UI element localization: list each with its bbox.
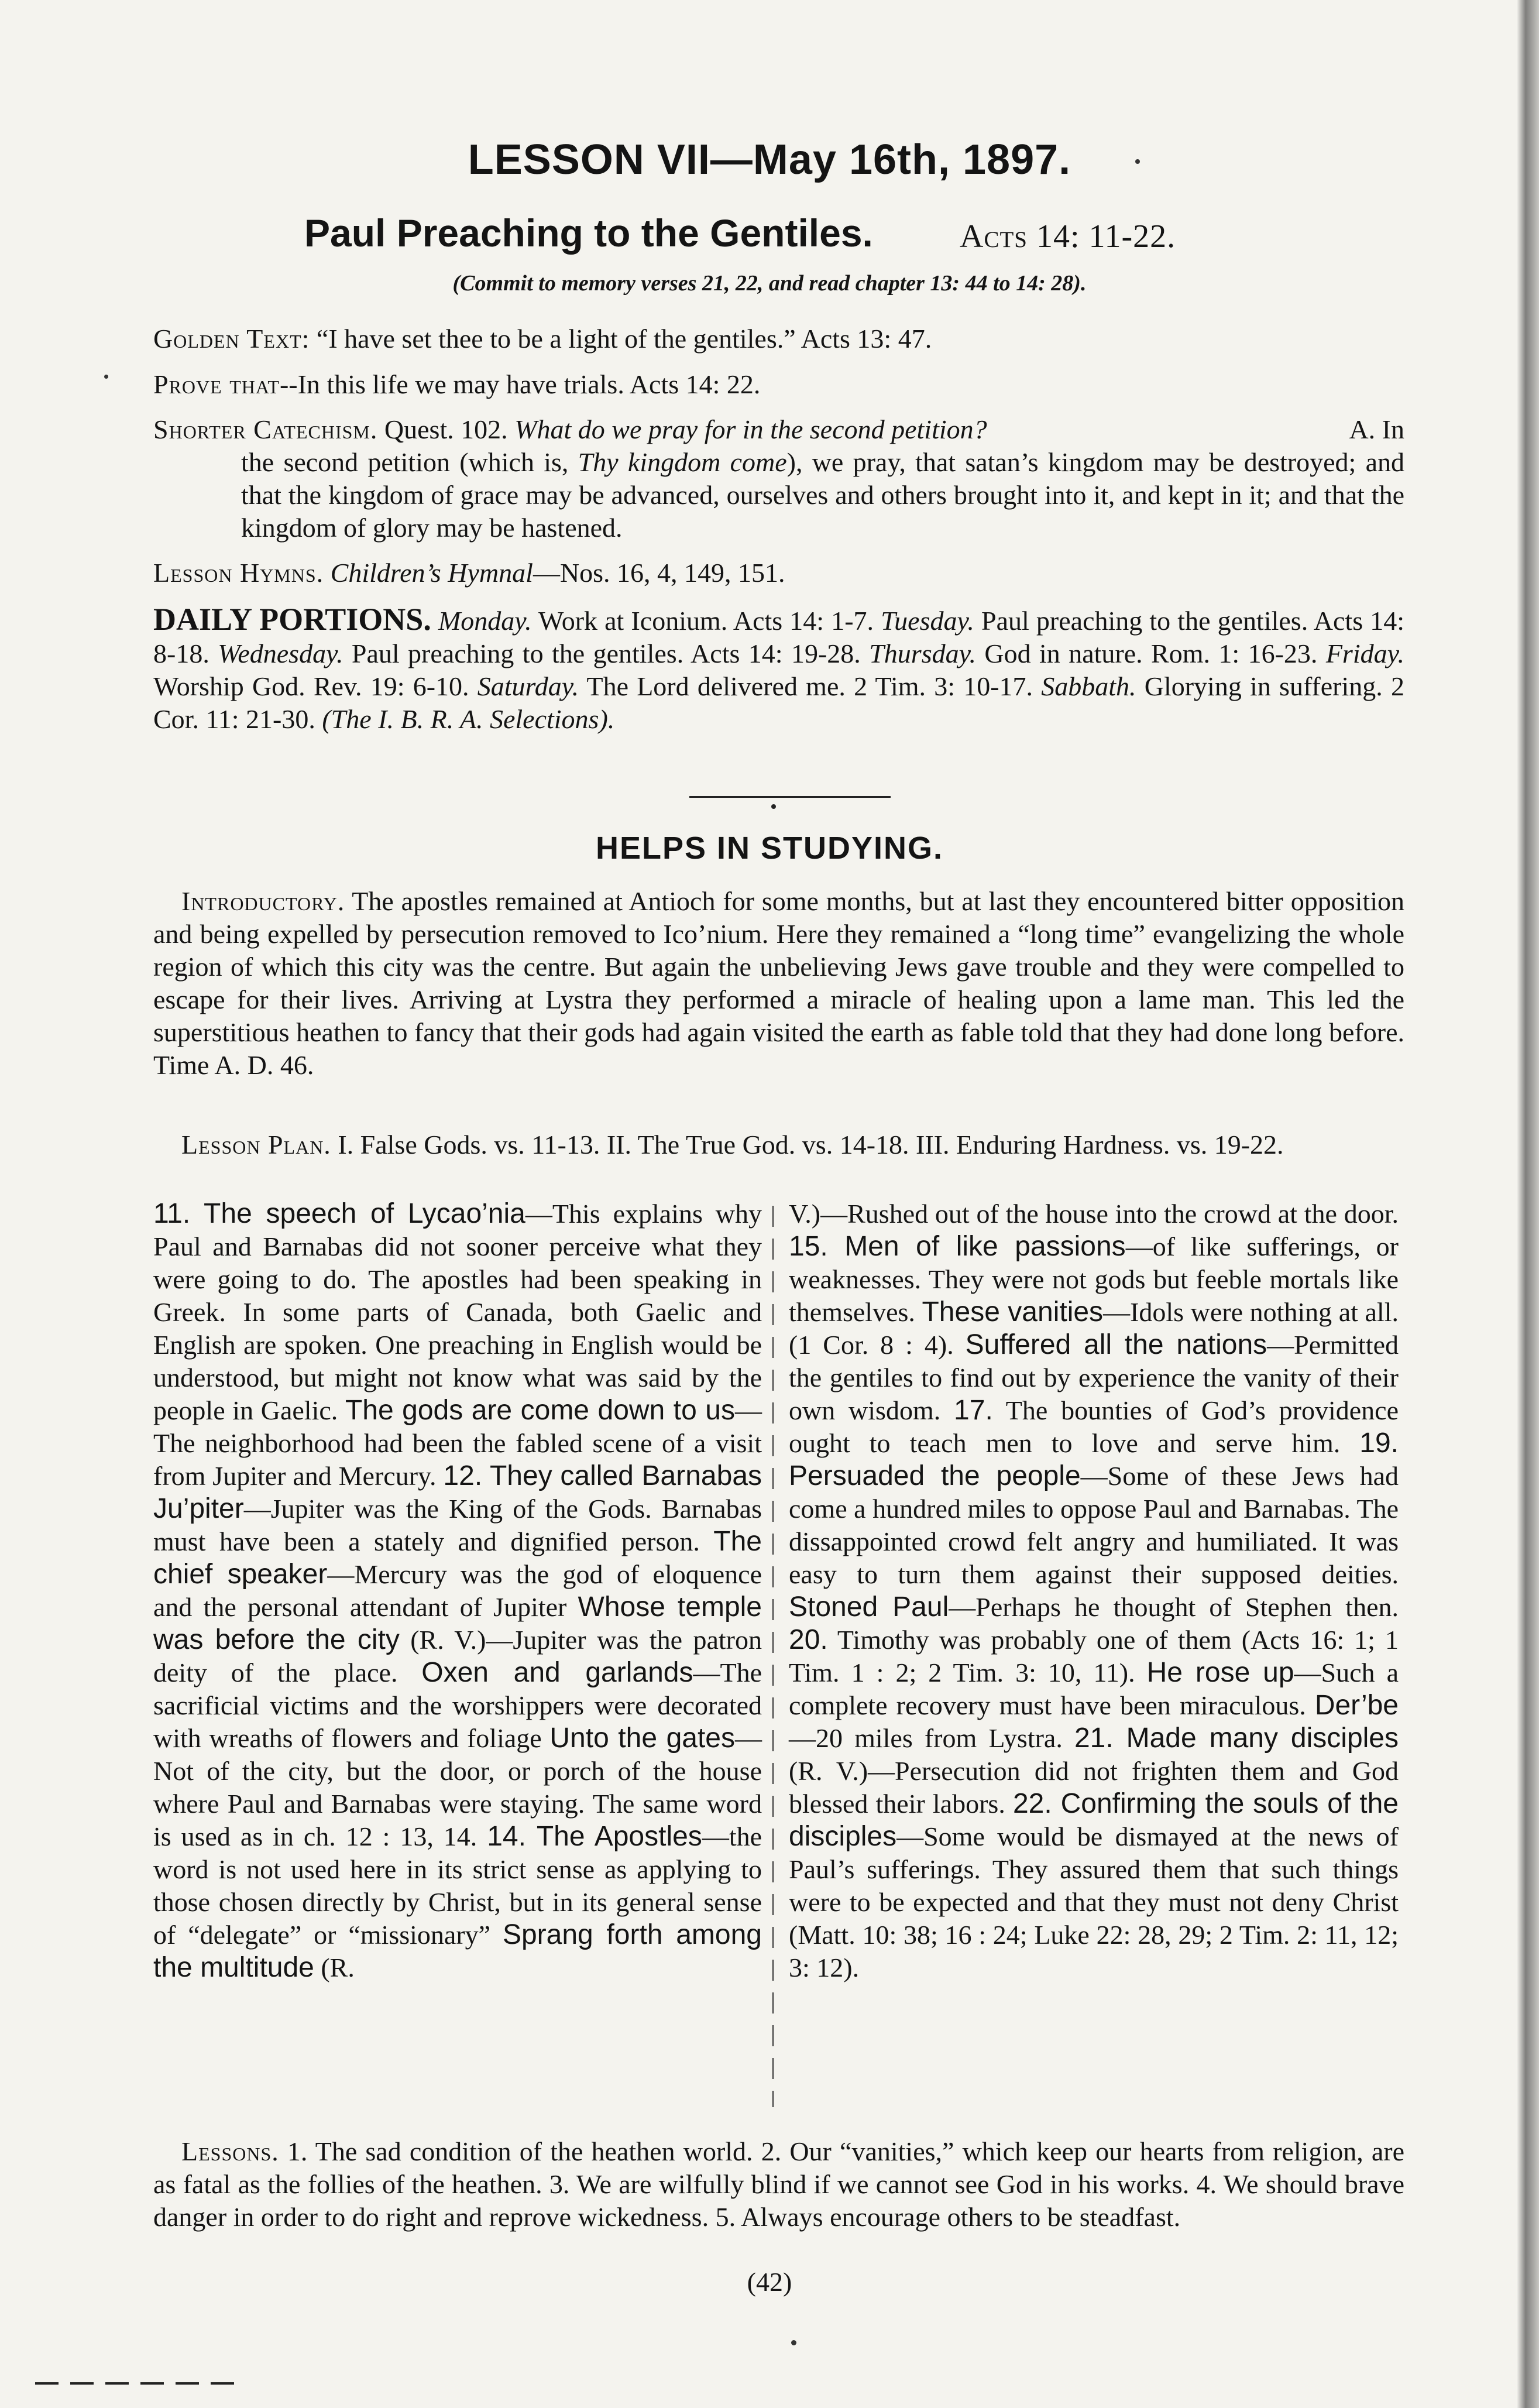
note-text: (R. V.)—Jupiter was the patron deity of the place. [153, 1625, 762, 1687]
note-text: —Idols were nothing at all. (1 Cor. 8 : 4). [789, 1297, 1399, 1360]
note-keyword: He rose up [1146, 1657, 1294, 1688]
golden-text [153, 322, 932, 356]
note-text: —of like sufferings, or weaknesses. They were not gods but feeble mortals like themselves. [789, 1232, 1399, 1327]
daily-reading: The Lord delivered me. 2 Tim. 3: 10-17. [579, 671, 1042, 701]
hymns-book: Children’s Hymnal [330, 558, 533, 588]
catechism-question: What do we pray for in the second petition? [514, 414, 987, 444]
note-keyword: 12. They called Barnabas Ju’piter [153, 1460, 762, 1524]
note-text: —Permitted the gentiles to find out by experience the vanity of their own wisdom. [789, 1330, 1399, 1425]
note-keyword: 20. [789, 1624, 828, 1655]
catechism-answer-part: ), we pray, that satan’s kingdom may be destroyed; and that the kingdom of grace may be advanced, ourselves and others brought into it, and kept in it; and that the kingdom of glory may be hastened. [241, 447, 1404, 543]
day-saturday: Saturday. [477, 671, 579, 701]
note-keyword: Stoned Paul [789, 1591, 949, 1623]
footer-dash-rule [35, 2382, 246, 2385]
note-keyword: Suffered all the nations [965, 1329, 1267, 1360]
helps-heading: HELPS IN STUDYING. [595, 831, 944, 866]
note-text: —This explains why Paul and Barnabas did not sooner perceive what they were going to do. The apostles had been speaking in Greek. In some parts of Canada, both Gaelic and English are spoken. One preaching in English would be understood, but might not know what was said by the people in Gaelic. [153, 1199, 762, 1425]
note-text: —Mercury was the god of eloquence and the personal attendant of Jupiter [153, 1559, 762, 1622]
day-wednesday: Wednesday. [218, 639, 343, 668]
note-keyword: 14. The Apostles [487, 1821, 702, 1852]
daily-reading: Paul preaching to the gentiles. Acts 14: 8-18. [153, 606, 1405, 668]
notes-left-column [153, 1198, 762, 1984]
day-thursday: Thursday. [869, 639, 976, 668]
note-text: —The neighborhood had been the fabled scene of a visit from Jupiter and Mercury. [153, 1395, 762, 1491]
lesson-title: LESSON VII—May 16th, 1897. [468, 136, 1071, 183]
note-keyword: 11. The speech of Lycao’nia [153, 1198, 525, 1229]
print-speck [104, 375, 108, 379]
note-keyword: Sprang forth among the multitude [153, 1919, 762, 1983]
hymns-numbers: —Nos. 16, 4, 149, 151. [533, 558, 785, 588]
note-keyword: Oxen and garlands [421, 1657, 693, 1688]
daily-portions-label: DAILY PORTIONS. [153, 602, 431, 637]
introductory-label: Introductory. [181, 886, 345, 916]
hymns-label: Lesson Hymns. [153, 558, 324, 588]
prove-that-label: Prove that [153, 369, 280, 399]
note-text: —Some would be dismayed at the news of Paul’s sufferings. They assured them that such things were to be expected and that they must not deny Christ (Matt. 10: 38; 16 : 24; Luke 22: 28, 29; 2 Tim. 2: 11, 12; 3: 12). [789, 1822, 1399, 1982]
divider-ornament [771, 804, 776, 809]
daily-reading: God in nature. Rom. 1: 16-23. [975, 639, 1326, 668]
daily-reading: Paul preaching to the gentiles. Acts 14: 19-28. [343, 639, 870, 668]
golden-text-body: “I have set thee to be a light of the gentiles.” Acts 13: 47. [316, 324, 932, 354]
column-divider [772, 1206, 774, 2107]
selections-note: (The I. B. R. A. Selections). [322, 704, 615, 734]
note-keyword: The chief speaker [153, 1526, 762, 1590]
catechism-answer-emphasis: Thy kingdom come [578, 447, 787, 477]
note-text: —The sacrificial victims and the worshippers were decorated with wreaths of flowers and foliage [153, 1658, 762, 1753]
note-text: —Perhaps he thought of Stephen then. [949, 1592, 1399, 1622]
catechism-answer-start: A. In [1349, 414, 1404, 444]
lessons-label: Lessons. [181, 2136, 279, 2166]
lesson-subtitle: Paul Preaching to the Gentiles. [304, 211, 873, 255]
notes-right-column [789, 1198, 1399, 1984]
note-text: —the word is not used here in its strict sense as applying to those chosen directly by Christ, but in its general sense of “delegate” or “missionary” [153, 1822, 762, 1950]
golden-text-label: Golden Text: [153, 324, 310, 354]
lessons-paragraph [153, 2135, 1404, 2234]
note-text: —Not of the city, but the door, or porch of the house where Paul and Barnabas were staying. The same word is used as in ch. 12 : 13, 14. [153, 1723, 762, 1851]
note-keyword: 15. Men of like passions [789, 1231, 1126, 1262]
note-keyword: Unto the gates [549, 1723, 735, 1754]
note-keyword: Der’be [1314, 1690, 1399, 1721]
note-keyword: 17. [954, 1395, 993, 1426]
note-keyword: 22. Confirming the souls of the disciples [789, 1788, 1399, 1852]
note-text: V.)—Rushed out of the house into the crowd at the door. [789, 1199, 1399, 1229]
print-speck [791, 2340, 796, 2345]
scan-edge-shadow [1517, 0, 1539, 2408]
catechism-answer-part: the second petition (which is, [241, 447, 578, 477]
note-keyword: These vanities [922, 1296, 1104, 1328]
catechism-answer [153, 446, 1404, 544]
daily-reading: Worship God. Rev. 19: 6-10. [153, 671, 477, 701]
catechism-quest: Quest. 102. [384, 414, 508, 444]
lesson-plan [153, 1128, 1404, 1161]
introductory-text: The apostles remained at Antioch for some months, but at last they encountered bitter opposition and being expelled by persecution removed to Ico’nium. Here they remained a “long time” evangelizing the whole region of which this city was the centre. But again the unbelieving Jews gave trouble and they were compelled to escape for their lives. Arriving at Lystra they performed a miracle of healing upon a lame man. This led the superstitious heathen to fancy that their gods had again visited the earth as fable told that they had done long before. Time A. D. 46. [153, 886, 1404, 1080]
section-divider [689, 796, 891, 798]
note-text: —Some of these Jews had come a hundred miles to oppose Paul and Barnabas. The dissappointed crowd felt angry and humiliated. It was easy to turn them against their supposed deities. [789, 1461, 1399, 1589]
prove-that [153, 368, 760, 402]
day-monday: Monday. [438, 606, 532, 636]
daily-portions [153, 603, 1404, 736]
day-sabbath: Sabbath. [1041, 671, 1136, 701]
note-keyword: The gods are come down to us [345, 1395, 735, 1426]
daily-reading: Work at Iconium. Acts 14: 1-7. [531, 606, 881, 636]
note-text: —Such a complete recovery must have been miraculous. [789, 1658, 1399, 1720]
note-keyword: 19. Persuaded the people [789, 1428, 1399, 1491]
page-number: (42) [747, 2267, 792, 2297]
day-friday: Friday. [1325, 639, 1404, 668]
lesson-plan-text: I. False Gods. vs. 11-13. II. The True God. vs. 14-18. III. Enduring Hardness. vs. 19-22. [331, 1130, 1284, 1160]
note-text: —20 miles from Lystra. [789, 1723, 1074, 1753]
note-text: —Jupiter was the King of the Gods. Barnabas must have been a stately and dignified person. [153, 1494, 762, 1556]
introductory-paragraph [153, 885, 1404, 1082]
note-keyword: 21. Made many disciples [1074, 1723, 1399, 1754]
lesson-plan-label: Lesson Plan. [181, 1130, 331, 1160]
memory-note: (Commit to memory verses 21, 22, and read chapter 13: 44 to 14: 28). [452, 271, 1087, 296]
prove-that-body: --In this life we may have trials. Acts 14: 22. [279, 369, 761, 399]
note-text: (R. V.)—Persecution did not frighten them and God blessed their labors. [789, 1756, 1399, 1819]
catechism-label: Shorter Catechism. [153, 414, 378, 444]
note-keyword: Whose temple was before the city [153, 1591, 762, 1655]
note-text: The bounties of God’s providence ought to teach men to love and serve him. [789, 1395, 1399, 1458]
lesson-hymns [153, 556, 785, 590]
day-tuesday: Tuesday. [881, 606, 974, 636]
lesson-scripture-ref: Acts 14: 11-22. [960, 218, 1176, 255]
note-text: Timothy was probably one of them (Acts 16: 1; 1 Tim. 1 : 2; 2 Tim. 3: 10, 11). [789, 1625, 1399, 1687]
shorter-catechism [153, 413, 1404, 544]
lessons-text: 1. The sad condition of the heathen world. 2. Our “vanities,” which keep our hearts from religion, are as fatal as the follies of the heathen. 3. We are wilfully blind if we cannot see God in his works. 4. We should brave danger in order to do right and reprove wickedness. 5. Always encourage others to be steadfast. [153, 2136, 1404, 2232]
note-text: (R. [314, 1953, 355, 1982]
daily-reading: Glorying in suffering. 2 Cor. 11: 21-30. [153, 671, 1404, 734]
